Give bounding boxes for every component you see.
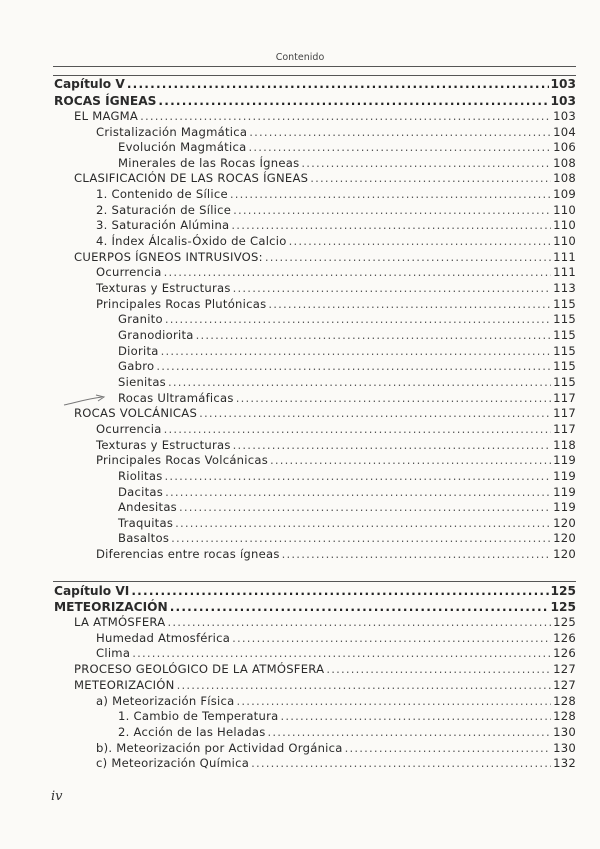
toc-leader xyxy=(233,281,551,296)
toc-page: 117 xyxy=(553,422,576,436)
toc-page: 118 xyxy=(553,438,576,452)
toc-leader xyxy=(326,662,551,677)
toc-entry[interactable] xyxy=(96,203,576,218)
toc-leader xyxy=(270,453,551,468)
toc-entry[interactable] xyxy=(118,469,576,484)
toc-page: 120 xyxy=(553,531,576,545)
toc-label: Riolitas xyxy=(118,469,163,483)
toc-leader xyxy=(156,359,551,374)
toc-label: b). Meteorización por Actividad Orgánica xyxy=(96,741,343,755)
toc-leader xyxy=(251,756,551,771)
toc-label: LA ATMÓSFERA xyxy=(74,615,166,629)
toc-page: 115 xyxy=(553,359,576,373)
toc-leader xyxy=(310,171,551,186)
toc-label: Texturas y Estructuras xyxy=(96,281,231,295)
toc-entry[interactable] xyxy=(74,662,576,677)
toc-leader xyxy=(232,631,551,646)
toc-leader xyxy=(168,375,551,390)
toc-leader xyxy=(127,77,549,92)
toc-entry[interactable] xyxy=(96,694,576,709)
toc-leader xyxy=(175,516,551,531)
toc-page: 120 xyxy=(553,516,576,530)
toc-leader xyxy=(164,265,552,280)
toc-leader xyxy=(179,500,551,515)
toc-label: Granodiorita xyxy=(118,328,194,342)
toc-entry[interactable] xyxy=(96,631,576,646)
toc-label: CUERPOS ÍGNEOS INTRUSIVOS: xyxy=(74,250,263,264)
toc-label: PROCESO GEOLÓGICO DE LA ATMÓSFERA xyxy=(74,662,325,676)
toc-leader xyxy=(165,312,551,327)
toc-leader xyxy=(132,646,551,661)
toc-page: 127 xyxy=(553,678,576,692)
toc-page: 119 xyxy=(553,453,576,467)
toc-label: Gabro xyxy=(118,359,155,373)
toc-entry[interactable] xyxy=(118,156,576,171)
toc-entry[interactable] xyxy=(74,171,576,186)
toc-page: 110 xyxy=(553,234,576,248)
toc-label: METEORIZACIÓN xyxy=(74,678,175,692)
toc-label: 2. Acción de las Heladas xyxy=(118,725,266,739)
toc-chapter-subtitle[interactable] xyxy=(54,600,576,615)
toc-page: 125 xyxy=(550,600,576,614)
toc-leader xyxy=(164,422,552,437)
toc-leader xyxy=(268,297,551,312)
toc-page: 115 xyxy=(553,328,576,342)
toc-page: 115 xyxy=(553,312,576,326)
toc-leader xyxy=(248,140,551,155)
toc-entry[interactable] xyxy=(118,391,576,406)
toc-entry[interactable] xyxy=(96,281,576,296)
toc-leader xyxy=(199,406,551,421)
toc-page: 127 xyxy=(553,662,576,676)
toc-entry[interactable] xyxy=(96,218,576,233)
toc-entry[interactable] xyxy=(96,756,576,771)
toc-leader xyxy=(249,125,551,140)
toc-leader xyxy=(230,187,551,202)
toc-page: 103 xyxy=(550,77,576,91)
toc-leader xyxy=(233,203,551,218)
toc-entry[interactable] xyxy=(74,109,576,124)
toc-label: Granito xyxy=(118,312,163,326)
toc-label: Sienitas xyxy=(118,375,166,389)
toc-leader xyxy=(170,600,549,615)
toc-label: CLASIFICACIÓN DE LAS ROCAS ÍGNEAS xyxy=(74,171,309,185)
toc-label: 1. Contenido de Sílice xyxy=(96,187,228,201)
toc-entry[interactable] xyxy=(96,646,576,661)
toc-page: 103 xyxy=(550,94,576,108)
toc-label: Principales Rocas Plutónicas xyxy=(96,297,267,311)
toc-page: 106 xyxy=(553,140,576,154)
toc-label: METEORIZACIÓN xyxy=(54,600,168,614)
toc-chapter-title[interactable] xyxy=(54,584,576,599)
toc-leader xyxy=(345,741,551,756)
toc-entry[interactable] xyxy=(118,725,576,740)
toc-leader xyxy=(165,469,552,484)
toc-leader xyxy=(165,485,551,500)
toc-page: 115 xyxy=(553,375,576,389)
toc-label: Capítulo V xyxy=(54,77,125,91)
toc-label: Clima xyxy=(96,646,131,660)
toc-leader xyxy=(140,109,551,124)
toc-label: c) Meteorización Química xyxy=(96,756,250,770)
toc-entry[interactable] xyxy=(96,422,576,437)
toc-entry[interactable] xyxy=(96,297,576,312)
toc-leader xyxy=(177,678,552,693)
toc-entry[interactable] xyxy=(118,709,576,724)
toc-page: 115 xyxy=(553,344,576,358)
toc-leader xyxy=(233,438,551,453)
toc-leader xyxy=(301,156,551,171)
toc-entry[interactable] xyxy=(118,531,576,546)
toc-leader xyxy=(267,725,551,740)
toc-label: Diferencias entre rocas ígneas xyxy=(96,547,280,561)
toc-entry[interactable] xyxy=(96,453,576,468)
toc-leader xyxy=(158,94,548,109)
toc-page: 111 xyxy=(553,265,576,279)
toc-leader xyxy=(167,615,551,630)
toc-page: 126 xyxy=(553,646,576,660)
toc-label: Capítulo VI xyxy=(54,584,130,598)
toc-label: Rocas Ultramáficas xyxy=(118,391,234,405)
toc-page: 132 xyxy=(553,756,576,770)
toc-page: 130 xyxy=(553,725,576,739)
toc-entry[interactable] xyxy=(96,741,576,756)
toc-entry[interactable] xyxy=(96,187,576,202)
toc-entry[interactable] xyxy=(96,438,576,453)
toc-leader xyxy=(289,234,552,249)
toc-page: 120 xyxy=(553,547,576,561)
toc-entry[interactable] xyxy=(118,500,576,515)
toc-leader xyxy=(231,218,551,233)
toc-page: 125 xyxy=(550,584,576,598)
toc-entry[interactable] xyxy=(118,328,576,343)
toc-entry[interactable] xyxy=(74,615,576,630)
toc-label: Ocurrencia xyxy=(96,422,162,436)
toc-entry[interactable] xyxy=(118,516,576,531)
toc-entry[interactable] xyxy=(74,406,576,421)
toc-page: 113 xyxy=(553,281,576,295)
toc-page: 130 xyxy=(553,741,576,755)
toc-leader xyxy=(196,328,552,343)
toc-label: Basaltos xyxy=(118,531,170,545)
toc-label: 3. Saturación Alúmina xyxy=(96,218,230,232)
chapter-rule xyxy=(53,75,576,76)
toc-entry[interactable] xyxy=(96,234,576,249)
toc-entry[interactable] xyxy=(96,265,576,280)
toc-label: 4. Índex Álcalis-Óxido de Calcio xyxy=(96,234,287,248)
toc-leader xyxy=(171,531,551,546)
toc-label: Texturas y Estructuras xyxy=(96,438,231,452)
toc-leader xyxy=(280,709,551,724)
toc-page: 115 xyxy=(553,297,576,311)
toc-label: ROCAS VOLCÁNICAS xyxy=(74,406,198,420)
toc-label: Diorita xyxy=(118,344,159,358)
toc-page: 119 xyxy=(553,469,576,483)
running-header: Contenido xyxy=(275,52,325,63)
toc-page: 111 xyxy=(553,250,576,264)
pencil-mark-icon xyxy=(62,393,108,407)
toc-entry[interactable] xyxy=(74,678,576,693)
toc-leader xyxy=(161,344,551,359)
toc-label: EL MAGMA xyxy=(74,109,139,123)
toc-entry[interactable] xyxy=(118,359,576,374)
toc-label: Dacitas xyxy=(118,485,164,499)
toc-page: 126 xyxy=(553,631,576,645)
toc-page: 117 xyxy=(553,406,576,420)
toc-page: 119 xyxy=(553,500,576,514)
toc-page: 108 xyxy=(553,156,576,170)
toc-label: Principales Rocas Volcánicas xyxy=(96,453,269,467)
toc-label: Evolución Magmática xyxy=(118,140,247,154)
toc-page: 128 xyxy=(553,694,576,708)
toc-page: 119 xyxy=(553,485,576,499)
toc-label: ROCAS ÍGNEAS xyxy=(54,94,157,108)
toc-entry[interactable] xyxy=(96,547,576,562)
toc-page: 103 xyxy=(553,109,576,123)
toc-chapter-subtitle[interactable] xyxy=(54,94,576,109)
toc-label: Andesitas xyxy=(118,500,177,514)
toc-page: 110 xyxy=(553,218,576,232)
toc-leader xyxy=(236,391,551,406)
toc-page: 117 xyxy=(553,391,576,405)
toc-page: 128 xyxy=(553,709,576,723)
toc-entry[interactable] xyxy=(118,312,576,327)
toc-entry[interactable] xyxy=(96,125,576,140)
toc-label: Traquitas xyxy=(118,516,174,530)
toc-label: Humedad Atmosférica xyxy=(96,631,231,645)
toc-leader xyxy=(265,250,551,265)
toc-entry[interactable] xyxy=(118,140,576,155)
page-number: iv xyxy=(51,789,63,804)
toc-chapter-title[interactable] xyxy=(54,77,576,92)
toc-page: 104 xyxy=(553,125,576,139)
toc-label: 1. Cambio de Temperatura xyxy=(118,709,279,723)
toc-label: a) Meteorización Física xyxy=(96,694,235,708)
toc-label: 2. Saturación de Sílice xyxy=(96,203,232,217)
toc-label: Minerales de las Rocas Ígneas xyxy=(118,156,300,170)
toc-entry[interactable] xyxy=(118,344,576,359)
chapter-rule xyxy=(53,581,576,582)
toc-page: 110 xyxy=(553,203,576,217)
toc-label: Ocurrencia xyxy=(96,265,162,279)
toc-leader xyxy=(237,694,552,709)
toc-entry[interactable] xyxy=(118,375,576,390)
toc-leader xyxy=(282,547,551,562)
toc-entry[interactable] xyxy=(74,250,576,265)
toc-page: 109 xyxy=(553,187,576,201)
toc-entry[interactable] xyxy=(118,485,576,500)
toc-page: 125 xyxy=(553,615,576,629)
toc-page: 108 xyxy=(553,171,576,185)
toc-leader xyxy=(131,584,548,599)
toc-label: Cristalización Magmática xyxy=(96,125,248,139)
